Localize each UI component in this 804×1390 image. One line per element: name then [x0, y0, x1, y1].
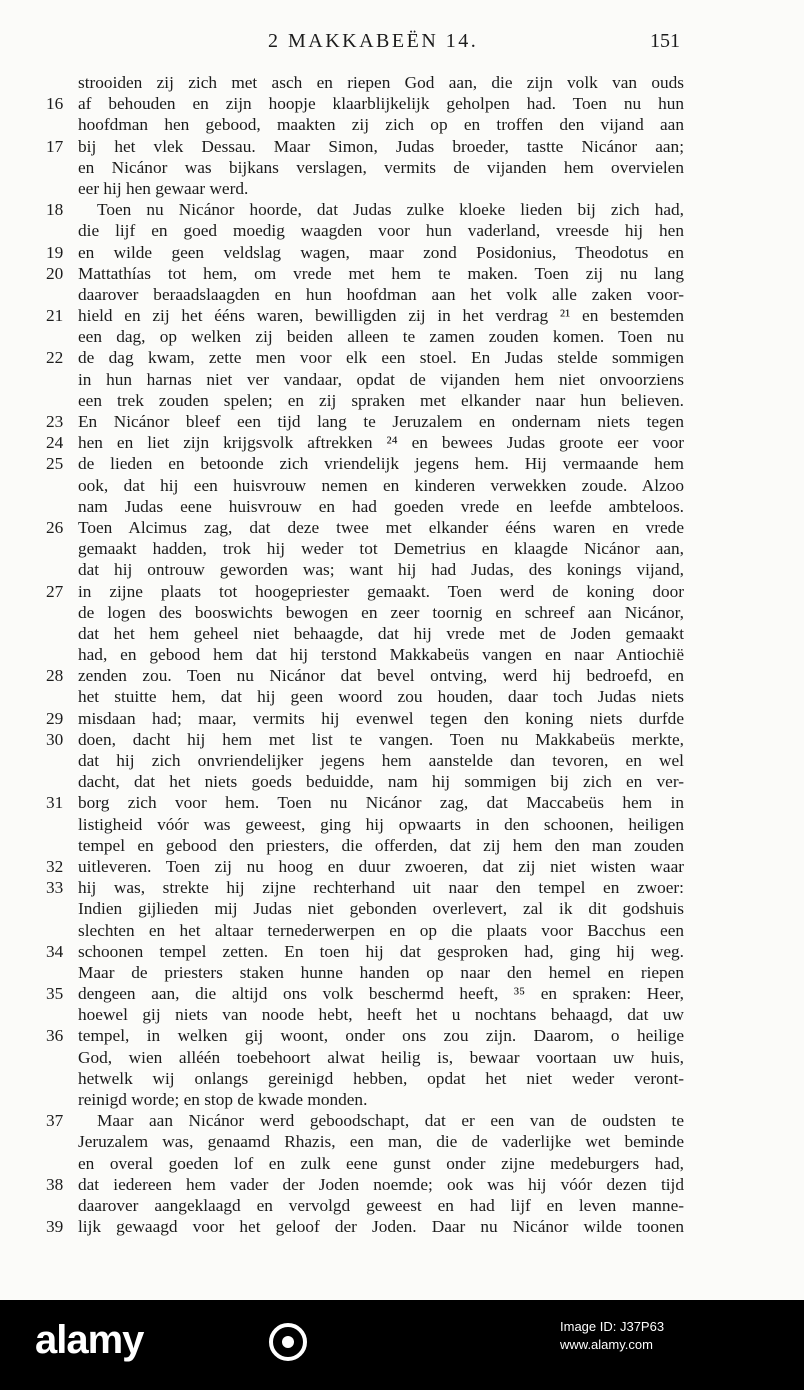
text-line [0, 1004, 804, 1025]
text-line [0, 559, 804, 580]
text-line [0, 1025, 804, 1046]
line-text: de lieden en betoonde zich vriendelijk jegens hem. Hij vermaande hem [78, 454, 684, 474]
text-line [0, 390, 804, 411]
verse-number: 21 [46, 306, 64, 326]
verse-number: 37 [46, 1111, 64, 1131]
text-line [0, 686, 804, 707]
line-text: God, wien alléén toebehoort alwat heilig is, bewaar voortaan uw huis, [78, 1047, 684, 1067]
text-line [0, 644, 804, 665]
line-text: dat hij ontrouw geworden was; want hij had Judas, des konings vijand, [78, 560, 684, 580]
text-line [0, 369, 804, 390]
text-line [0, 453, 804, 474]
verse-number: 27 [46, 581, 64, 601]
line-text: hij was, strekte hij zijne rechterhand uit naar den tempel en zwoer: [78, 878, 684, 898]
line-text: gemaakt hadden, trok hij weder tot Demetrius en klaagde Nicánor aan, [78, 539, 684, 559]
text-line [0, 538, 804, 559]
text-line [0, 962, 804, 983]
line-text: borg zich voor hem. Toen nu Nicánor zag, dat Maccabeüs hem in [78, 793, 684, 813]
line-text: eer hij hen gewaar werd. [78, 178, 249, 198]
line-text: Jeruzalem was, genaamd Rhazis, een man, die de vaderlijke wet beminde [78, 1132, 684, 1152]
line-text: en overal goeden lof en zulk eene gunst onder zijne medeburgers had, [78, 1153, 684, 1173]
text-line [0, 708, 804, 729]
body-text [0, 72, 804, 1237]
text-line [0, 114, 804, 135]
alamy-logo-icon [268, 1322, 308, 1362]
text-line [0, 1089, 804, 1110]
verse-number: 35 [46, 984, 64, 1004]
line-text: Maar aan Nicánor werd geboodschapt, dat er een van de oudsten te [97, 1111, 684, 1131]
page-header [0, 30, 804, 54]
text-line [0, 665, 804, 686]
line-text: misdaan had; maar, vermits hij evenwel tegen den koning niets durfde [78, 708, 684, 728]
text-line [0, 1153, 804, 1174]
line-text: dat het hem geheel niet behaagde, dat hij vrede met de Joden gemaakt [78, 623, 684, 643]
watermark-logo: alamy [35, 1318, 144, 1362]
text-line [0, 1110, 804, 1131]
line-text: Toen Alcimus zag, dat deze twee met elkander ééns waren en vrede [78, 517, 684, 537]
text-line [0, 750, 804, 771]
line-text: zenden zou. Toen nu Nicánor dat bevel ontving, werd hij bedroefd, en [78, 666, 684, 686]
verse-number: 22 [46, 348, 64, 368]
line-text: af behouden en zijn hoopje klaarblijkelijk geholpen had. Toen nu hun [78, 94, 684, 114]
text-line [0, 517, 804, 538]
verse-number: 18 [46, 200, 64, 220]
line-text: in hun harnas niet ver vandaar, opdat de vijanden hem niet onvoorziens [78, 369, 684, 389]
text-line [0, 602, 804, 623]
text-line [0, 1047, 804, 1068]
text-line [0, 941, 804, 962]
line-text: bij het vlek Dessau. Maar Simon, Judas broeder, tastte Nicánor aan; [78, 136, 684, 156]
line-text: hoewel gij niets van noode hebt, heeft het u nochtans behaagd, dat uw [78, 1005, 684, 1025]
text-line [0, 814, 804, 835]
verse-number: 25 [46, 454, 64, 474]
line-text: hield en zij het ééns waren, bewilligden zij in het verdrag ²¹ en bestemden [78, 306, 684, 326]
line-text: schoonen tempel zetten. En toen hij dat gesproken had, ging hij weg. [78, 941, 684, 961]
verse-number: 16 [46, 94, 64, 114]
verse-number: 30 [46, 729, 64, 749]
line-text: die lijf en goed moedig waagden voor hun vaderland, vreesde hij hen [78, 221, 684, 241]
text-line [0, 920, 804, 941]
stock-info [560, 1318, 664, 1354]
text-line [0, 411, 804, 432]
text-line [0, 242, 804, 263]
line-text: en wilde geen veldslag wagen, maar zond Posidonius, Theodotus en [78, 242, 684, 262]
verse-number: 29 [46, 708, 64, 728]
text-line [0, 1216, 804, 1237]
text-line [0, 1195, 804, 1216]
verse-number: 33 [46, 878, 64, 898]
text-line [0, 1068, 804, 1089]
text-line [0, 1174, 804, 1195]
line-text: lijk gewaagd voor het geloof der Joden. Daar nu Nicánor wilde toonen [78, 1217, 684, 1237]
verse-number: 23 [46, 412, 64, 431]
line-text: strooiden zij zich met asch en riepen God aan, die zijn volk van ouds [78, 73, 684, 92]
verse-number: 39 [46, 1217, 64, 1237]
text-line [0, 623, 804, 644]
text-line [0, 347, 804, 368]
text-line [0, 199, 804, 220]
line-text: had, en gebood hem dat hij terstond Makkabeüs vangen en naar Antiochië [78, 645, 684, 665]
line-text: daarover aangeklaagd en vervolgd geweest en had lijf en leven manne- [78, 1195, 684, 1215]
text-line [0, 581, 804, 602]
line-text: Maar de priesters staken hunne handen op naar den hemel en riepen [78, 962, 684, 982]
text-line [0, 898, 804, 919]
text-line [0, 835, 804, 856]
text-line [0, 305, 804, 326]
line-text: een dag, op welken zij beiden alleen te zamen zouden komen. Toen nu [78, 327, 684, 347]
line-text: uitleveren. Toen zij nu hoog en duur zwoeren, dat zij niet wisten waar [78, 856, 684, 876]
text-line [0, 729, 804, 750]
line-text: het stuitte hem, dat hij geen woord zou houden, daar toch Judas niets [78, 687, 684, 707]
verse-number: 36 [46, 1026, 64, 1046]
text-line [0, 263, 804, 284]
text-line [0, 220, 804, 241]
verse-number: 24 [46, 433, 64, 453]
text-line [0, 157, 804, 178]
text-line [0, 136, 804, 157]
running-title: 2 MAKKABEËN 14. [268, 30, 479, 52]
verse-number: 20 [46, 263, 64, 283]
line-text: dat hij zich onvriendelijker jegens hem aanstelde dan tevoren, en wel [78, 751, 684, 770]
text-line [0, 983, 804, 1004]
verse-number: 38 [46, 1174, 64, 1194]
text-line [0, 284, 804, 305]
line-text: En Nicánor bleef een tijd lang te Jeruzalem en ondernam niets tegen [78, 412, 684, 431]
verse-number: 19 [46, 242, 64, 262]
line-text: daarover beraadslaagden en hun hoofdman aan het volk alle zaken voor- [78, 284, 684, 304]
verse-number: 28 [46, 666, 64, 686]
line-text: Indien gijlieden mij Judas niet gebonden overlevert, zal ik dit godshuis [78, 899, 684, 919]
line-text: dengeen aan, die altijd ons volk beschermd heeft, ³⁵ en spraken: Heer, [78, 984, 684, 1004]
verse-number: 17 [46, 136, 64, 156]
verse-number: 32 [46, 856, 64, 876]
line-text: Toen nu Nicánor hoorde, dat Judas zulke kloeke lieden bij zich had, [97, 200, 684, 220]
line-text: nam Judas eene huisvrouw en had goeden vrede en leefde ambteloos. [78, 496, 684, 516]
line-text: reinigd worde; en stop de kwade monden. [78, 1090, 368, 1109]
text-line [0, 178, 804, 199]
line-text: tempel, in welken gij woont, onder ons zou zijn. Daarom, o heilige [78, 1026, 684, 1046]
text-line [0, 432, 804, 453]
text-line [0, 856, 804, 877]
page-number: 151 [650, 30, 680, 52]
text-line [0, 475, 804, 496]
line-text: de dag kwam, zette men voor elk een stoel. En Judas stelde sommigen [78, 348, 684, 368]
text-line [0, 496, 804, 517]
text-line [0, 72, 804, 93]
line-text: de logen des booswichts bewogen en zeer toornig en schreef aan Nicánor, [78, 602, 684, 622]
line-text: in zijne plaats tot hoogepriester gemaakt. Toen werd de koning door [78, 581, 684, 601]
verse-number: 34 [46, 941, 64, 961]
text-line [0, 326, 804, 347]
line-text: en Nicánor was bijkans verslagen, vermits de vijanden hem overvielen [78, 157, 684, 177]
text-line [0, 1131, 804, 1152]
line-text: doen, dacht hij hem met list te vangen. Toen nu Makkabeüs merkte, [78, 729, 684, 749]
line-text: tempel en gebood den priesters, die offerden, dat zij hem den man zouden [78, 835, 684, 855]
stock-image-id: Image ID: J37P63 [560, 1319, 665, 1334]
line-text: hetwelk wij onlangs gereinigd hebben, opdat het niet weder veront- [78, 1068, 684, 1088]
line-text: ook, dat hij een huisvrouw nemen en kinderen verwekken zoude. Alzoo [78, 475, 684, 495]
stock-url: www.alamy.com [560, 1337, 653, 1352]
line-text: Mattathías tot hem, om vrede met hem te maken. Toen zij nu lang [78, 263, 684, 283]
line-text: hen en liet zijn krijgsvolk aftrekken ²⁴ en bewees Judas groote eer voor [78, 433, 684, 453]
text-line [0, 93, 804, 114]
line-text: een trek zouden spelen; en zij spraken met elkander naar hun believen. [78, 390, 684, 410]
line-text: hoofdman hen gebood, maakten zij zich op en troffen den vijand aan [78, 115, 684, 135]
verse-number: 26 [46, 517, 64, 537]
line-text: dacht, dat het niets goeds beduidde, nam hij sommigen bij zich en ver- [78, 772, 684, 792]
line-text: slechten en het altaar ternederwerpen en op die plaats voor Bacchus een [78, 920, 684, 940]
text-line [0, 792, 804, 813]
text-line [0, 771, 804, 792]
line-text: listigheid vóór was geweest, ging hij opwaarts in den schoonen, heiligen [78, 814, 684, 834]
verse-number: 31 [46, 793, 64, 813]
line-text: dat iedereen hem vader der Joden noemde; ook was hij vóór dezen tijd [78, 1174, 684, 1194]
text-line [0, 877, 804, 898]
